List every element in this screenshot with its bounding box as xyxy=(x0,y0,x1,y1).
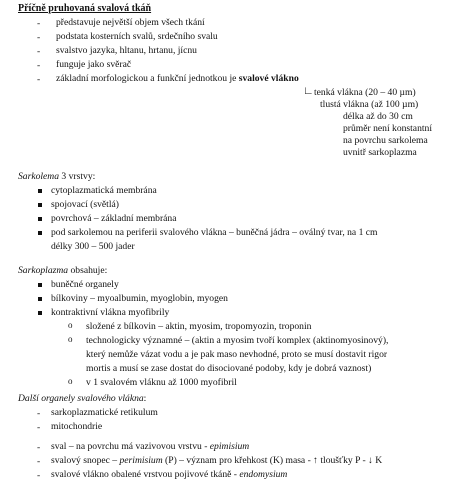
list-item-bold: svalové vlákno xyxy=(238,73,299,84)
sub-item: složené z bílkovin – aktin, myosim, tropomyozin, troponin xyxy=(86,321,312,332)
list-dash: - xyxy=(37,18,41,29)
list-item: funguje jako svěrač xyxy=(56,59,132,70)
list-dash: - xyxy=(37,456,41,467)
sub-item-continued: mortis a musí se zase dostat do disociované podoby, kdy je dobrá vaznost) xyxy=(86,363,372,374)
bullet-square xyxy=(38,311,42,315)
heading-colon: : xyxy=(143,393,147,404)
list-item-em: epimisium xyxy=(209,441,250,452)
list-item: buněčné organely xyxy=(51,279,119,290)
list-item xyxy=(51,456,382,466)
section-heading xyxy=(18,172,95,182)
section-heading xyxy=(18,266,107,276)
list-item: představuje největší objem všech tkání xyxy=(56,17,205,28)
list-item-rest: (P) – význam pro křehkost (K) masa - ↑ tloušťky P - ↓ K xyxy=(162,455,383,466)
list-dash: - xyxy=(37,32,41,43)
fiber-detail: na povrchu sarkolema xyxy=(343,135,428,146)
bullet-square xyxy=(38,217,42,221)
fiber-detail: průměr není konstantní xyxy=(343,123,432,134)
heading-italic: Sarkolema xyxy=(18,171,60,182)
heading-italic: Další organely svalového vlákna xyxy=(18,393,144,404)
list-item-em: endomysium xyxy=(239,469,288,480)
heading-rest: 3 vrstvy: xyxy=(59,171,96,182)
list-item-continued: délky 300 – 500 jader xyxy=(51,241,135,252)
section-heading xyxy=(18,394,146,404)
list-item: bílkoviny – myoalbumin, myoglobin, myogen xyxy=(51,293,228,304)
sub-bullet-circle: o xyxy=(68,334,73,344)
list-dash: - xyxy=(37,60,41,71)
bullet-square xyxy=(38,189,42,193)
fiber-detail: délka až do 30 cm xyxy=(343,111,413,122)
list-item: pod sarkolemou na periferii svalového vlákna – buněčná jádra – oválný tvar, na 1 cm xyxy=(51,227,378,238)
corner-arrow-icon: ∟ xyxy=(303,85,314,97)
sub-item-continued: který nemůže vázat vodu a je pak maso nevhodné, proto se musí dostavit rigor xyxy=(86,349,388,360)
list-item-text: sval – na povrchu má vazivovou vrstvu - xyxy=(51,441,210,452)
list-item-text: základní morfologickou a funkční jednotkou je xyxy=(56,73,239,84)
list-item: svalstvo jazyka, hltanu, hrtanu, jícnu xyxy=(56,45,197,56)
list-dash: - xyxy=(37,74,41,85)
list-item xyxy=(51,470,287,480)
list-item-text: svalový snopec – xyxy=(51,455,120,466)
sub-bullet-circle: o xyxy=(68,376,73,386)
list-dash: - xyxy=(37,408,41,419)
list-item: podstata kosterních svalů, srdečního svalu xyxy=(56,31,218,42)
list-item: kontraktivní vlákna myofibrily xyxy=(51,307,170,318)
list-item: sarkoplazmatické retikulum xyxy=(51,407,158,418)
fiber-detail: uvnitř sarkoplazma xyxy=(343,147,417,158)
list-item-text: svalové vlákno obalené vrstvou pojivové tkáně - xyxy=(51,469,240,480)
list-item: povrchová – základní membrána xyxy=(51,213,177,224)
list-dash: - xyxy=(37,422,41,433)
fiber-detail: tenká vlákna (20 – 40 µm) xyxy=(314,87,416,98)
bullet-square xyxy=(38,283,42,287)
section-title: Příčně pruhovaná svalová tkáň xyxy=(18,3,152,14)
list-item xyxy=(51,442,249,452)
sub-item: technologicky významné – (aktin a myosim tvoří komplex (aktinomyosinový), xyxy=(86,335,389,346)
list-item xyxy=(56,74,299,84)
list-item: spojovací (světlá) xyxy=(51,199,119,210)
sub-bullet-circle: o xyxy=(68,320,73,330)
list-dash: - xyxy=(37,442,41,453)
fiber-detail: tlustá vlákna (až 100 µm) xyxy=(320,99,419,110)
list-dash: - xyxy=(37,46,41,57)
bullet-square xyxy=(38,231,42,235)
heading-rest: obsahuje: xyxy=(68,265,108,276)
bullet-square xyxy=(38,203,42,207)
bullet-square xyxy=(38,297,42,301)
list-item: mitochondrie xyxy=(51,421,103,432)
heading-italic: Sarkoplazma xyxy=(18,265,69,276)
sub-item: v 1 svalovém vláknu až 1000 myofibril xyxy=(86,377,237,388)
list-item-em: perimisium xyxy=(119,455,163,466)
list-item: cytoplazmatická membrána xyxy=(51,185,157,196)
list-dash: - xyxy=(37,470,41,481)
